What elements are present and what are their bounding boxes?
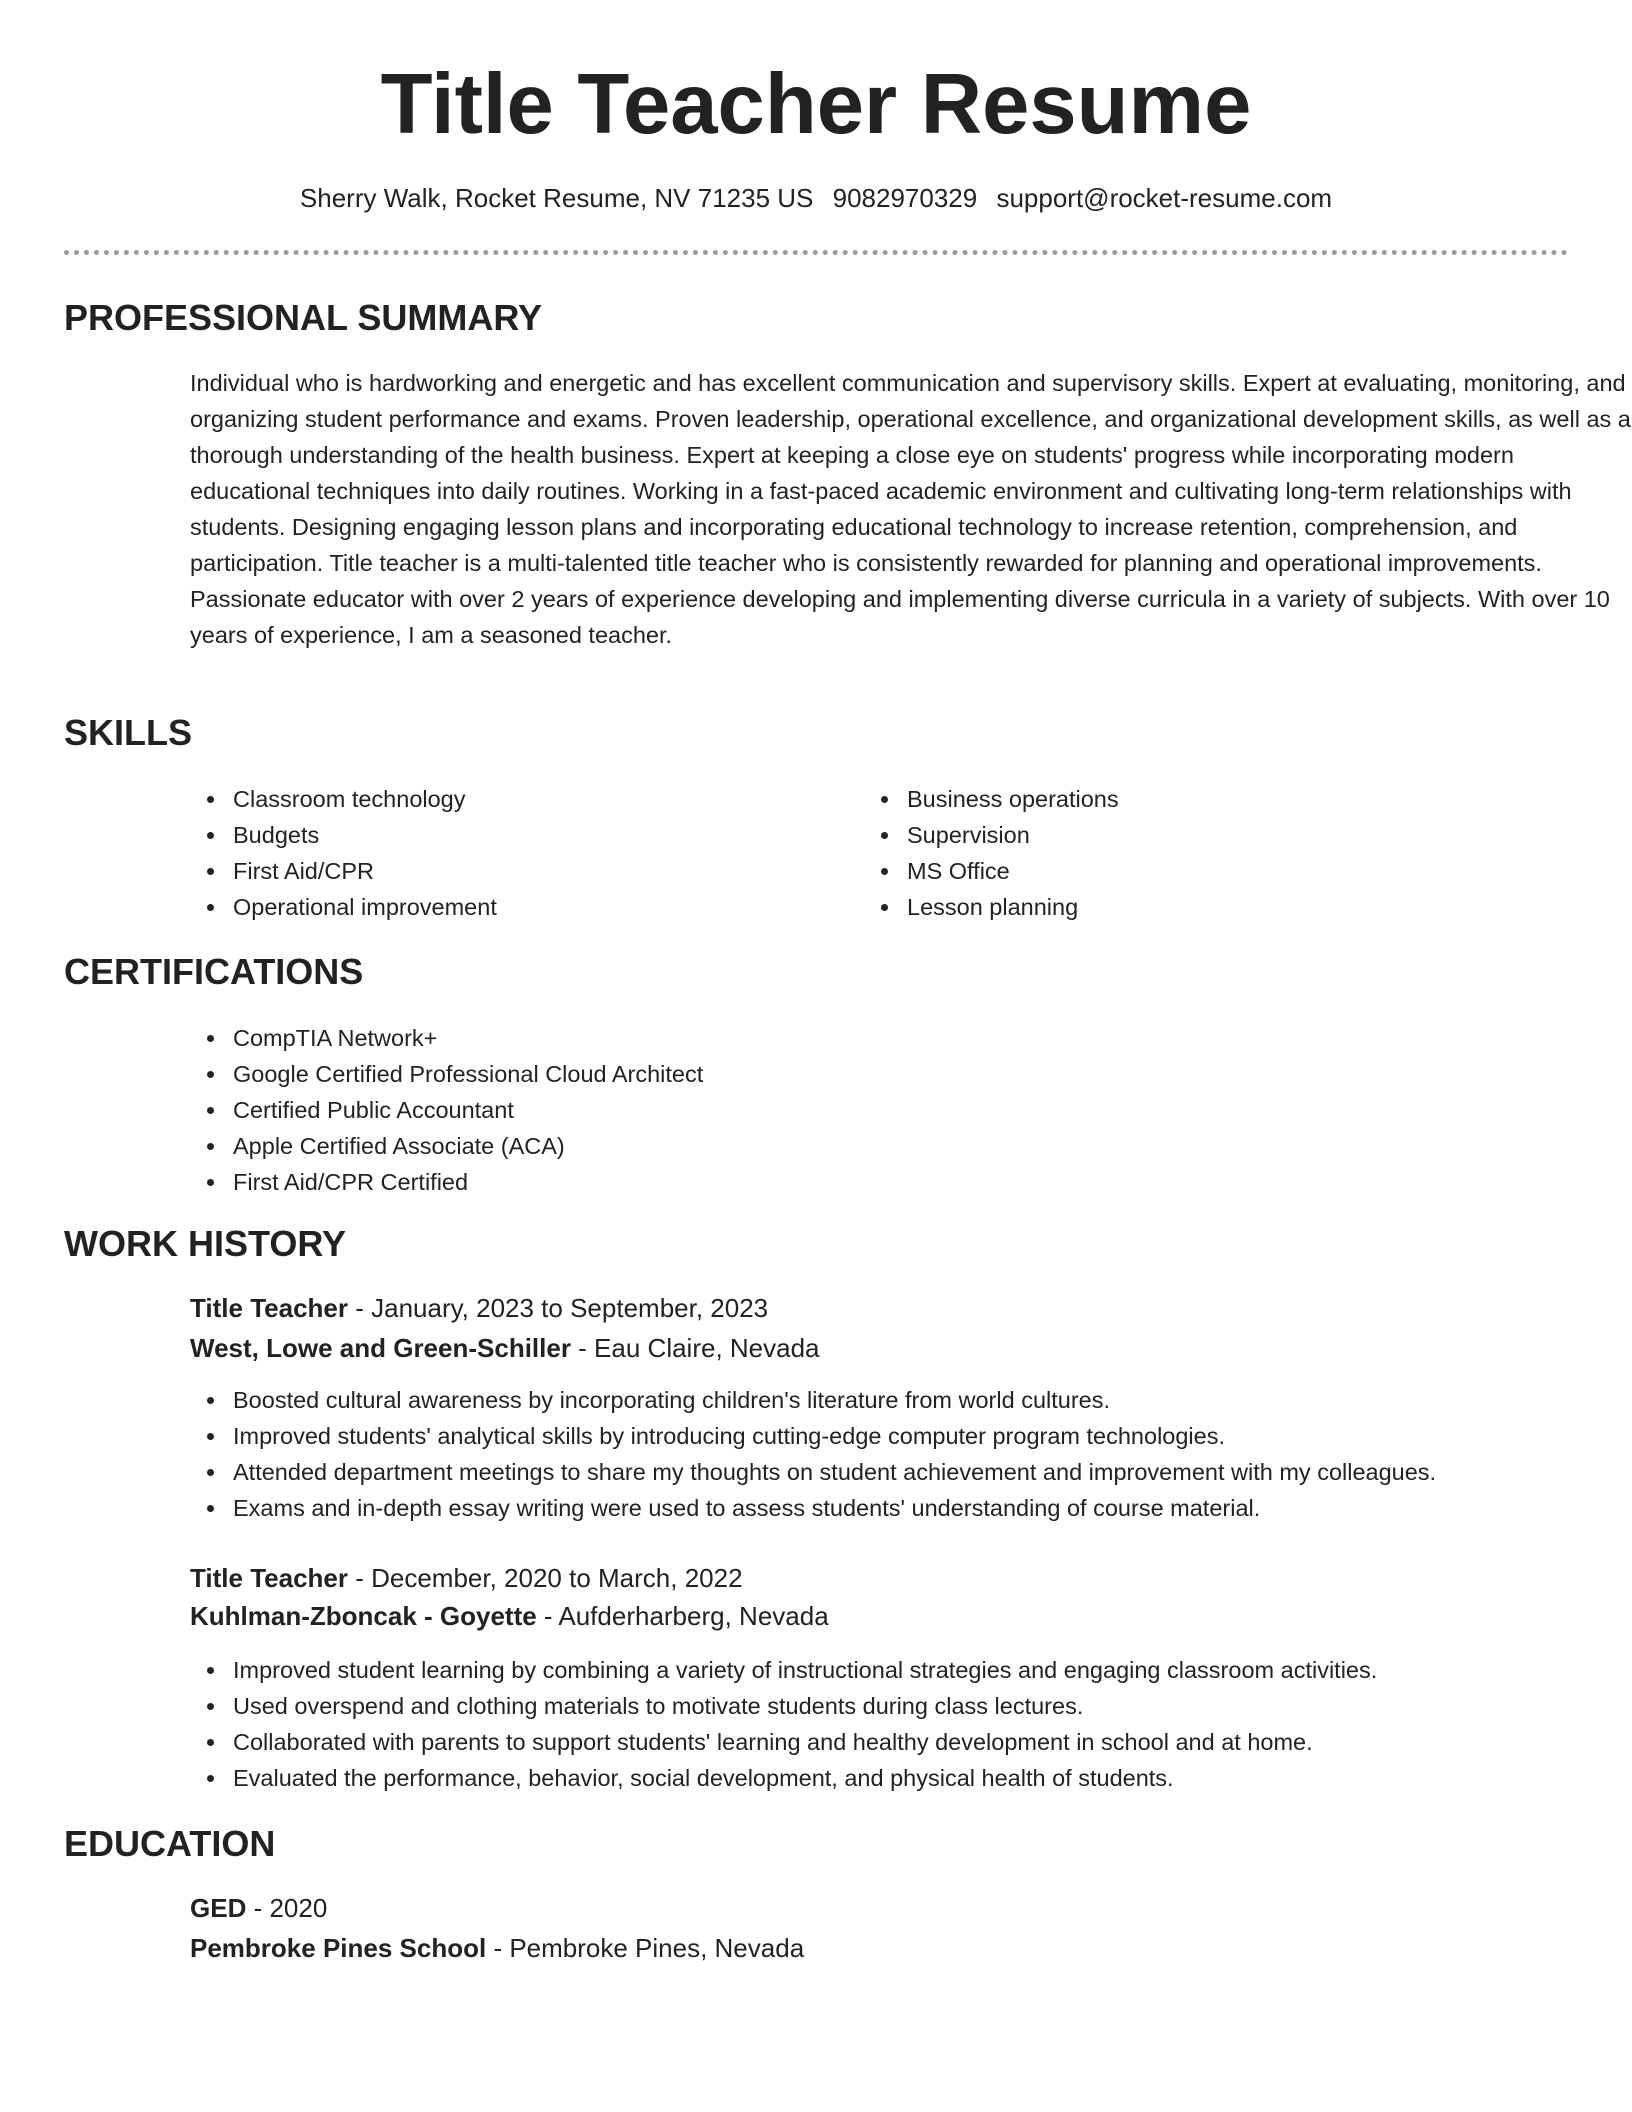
certifications-heading: CERTIFICATIONS bbox=[64, 951, 364, 992]
contact-phone: 9082970329 bbox=[832, 183, 978, 213]
list-item: Certified Public Accountant bbox=[190, 1092, 703, 1128]
list-item: Improved student learning by combining a variety of instructional strategies and engaging classroom activities. bbox=[190, 1652, 1377, 1688]
list-item: Business operations bbox=[864, 781, 1119, 817]
education-degree: GED bbox=[190, 1893, 247, 1923]
job-location: - Aufderharberg, Nevada bbox=[536, 1601, 829, 1631]
page-title: Title Teacher Resume bbox=[380, 57, 1252, 152]
list-item: CompTIA Network+ bbox=[190, 1020, 703, 1056]
education-degree-line bbox=[190, 1889, 327, 1927]
list-item: Evaluated the performance, behavior, social development, and physical health of students. bbox=[190, 1760, 1377, 1796]
list-item: First Aid/CPR Certified bbox=[190, 1164, 703, 1200]
list-item: Lesson planning bbox=[864, 889, 1119, 925]
list-item: Google Certified Professional Cloud Architect bbox=[190, 1056, 703, 1092]
contact-line bbox=[64, 180, 1568, 216]
certifications-list bbox=[190, 1020, 703, 1200]
work-history-heading: WORK HISTORY bbox=[64, 1223, 347, 1264]
list-item: Collaborated with parents to support students' learning and healthy development in school and at home. bbox=[190, 1724, 1377, 1760]
list-item: MS Office bbox=[864, 853, 1119, 889]
job-bullets bbox=[190, 1382, 1436, 1526]
list-item: Exams and in-depth essay writing were used to assess students' understanding of course material. bbox=[190, 1490, 1436, 1526]
list-item: Budgets bbox=[190, 817, 497, 853]
list-item: Used overspend and clothing materials to motivate students during class lectures. bbox=[190, 1688, 1377, 1724]
job-dates: - January, 2023 to September, 2023 bbox=[348, 1293, 769, 1323]
contact-email: support@rocket-resume.com bbox=[996, 183, 1333, 213]
job-employer-line bbox=[190, 1597, 829, 1635]
job-title: Title Teacher bbox=[190, 1293, 348, 1323]
job-title-line bbox=[190, 1559, 743, 1597]
list-item: Apple Certified Associate (ACA) bbox=[190, 1128, 703, 1164]
job-location: - Eau Claire, Nevada bbox=[570, 1333, 820, 1363]
contact-address: Sherry Walk, Rocket Resume, NV 71235 US bbox=[299, 183, 814, 213]
job-bullets bbox=[190, 1652, 1377, 1796]
skills-list-right bbox=[864, 781, 1119, 925]
list-item: Classroom technology bbox=[190, 781, 497, 817]
list-item: Improved students' analytical skills by introducing cutting-edge computer program technologies. bbox=[190, 1418, 1436, 1454]
summary-text: Individual who is hardworking and energetic and has excellent communication and supervisory skills. Expert at evaluating, monitoring, and organizing student performance and exams. Proven leadership, operational excellence, and organizational development skills, as well as a thorough understanding of the health business. Expert at keeping a close eye on students' progress while incorporating modern educational techniques into daily routines. Working in a fast-paced academic environment and cultivating long-term relationships with students. Designing engaging lesson plans and incorporating educational technology to increase retention, comprehension, and participation. Title teacher is a multi-talented title teacher who is consistently rewarded for planning and operational improvements. Passionate educator with over 2 years of experience developing and implementing diverse curricula in a variety of subjects. With over 10 years of experience, I am a seasoned teacher. bbox=[190, 370, 1631, 648]
list-item: First Aid/CPR bbox=[190, 853, 497, 889]
job-employer: West, Lowe and Green-Schiller bbox=[190, 1333, 571, 1363]
education-year: - 2020 bbox=[246, 1893, 328, 1923]
list-item: Supervision bbox=[864, 817, 1119, 853]
education-school-line bbox=[190, 1929, 804, 1967]
education-school: Pembroke Pines School bbox=[190, 1933, 487, 1963]
list-item: Boosted cultural awareness by incorporating children's literature from world cultures. bbox=[190, 1382, 1436, 1418]
job-employer: Kuhlman-Zboncak - Goyette bbox=[190, 1601, 537, 1631]
summary-heading: PROFESSIONAL SUMMARY bbox=[64, 297, 543, 338]
list-item: Attended department meetings to share my thoughts on student achievement and improvement with my colleagues. bbox=[190, 1454, 1436, 1490]
job-employer-line bbox=[190, 1329, 820, 1367]
job-title: Title Teacher bbox=[190, 1563, 348, 1593]
education-location: - Pembroke Pines, Nevada bbox=[486, 1933, 805, 1963]
skills-heading: SKILLS bbox=[64, 712, 193, 753]
header-divider bbox=[64, 250, 1568, 255]
skills-list-left bbox=[190, 781, 497, 925]
job-title-line bbox=[190, 1289, 768, 1327]
list-item: Operational improvement bbox=[190, 889, 497, 925]
education-heading: EDUCATION bbox=[64, 1823, 276, 1864]
job-dates: - December, 2020 to March, 2022 bbox=[348, 1563, 743, 1593]
